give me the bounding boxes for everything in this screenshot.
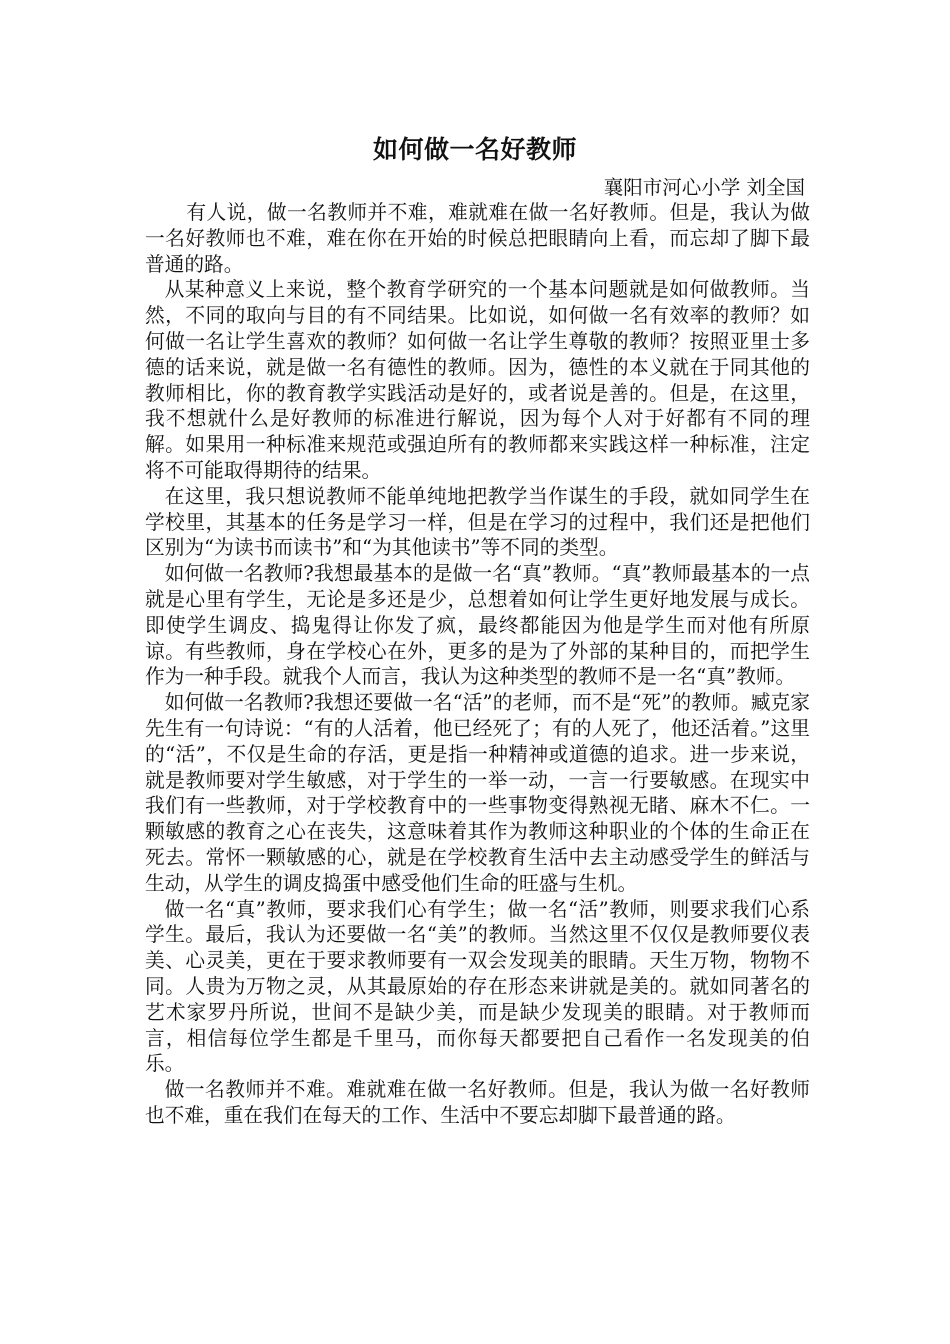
author-line: 襄阳市河心小学 刘全国 [603,176,805,199]
document-title: 如何做一名好教师 [372,135,577,164]
paragraph: 从某种意义上来说，整个教育学研究的一个基本问题就是如何做教师。当然，不同的取向与目的有不同结果。比如说，如何做一名有效率的教师？如何做一名让学生喜欢的教师？如何做一名让学生尊敬的教师？按照亚里士多德的话来说，就是做一名有德性的教师。因为，德性的本义就在于同其他的教师相比，你的教育教学实践活动是好的，或者说是善的。但是，在这里，我不想就什么是好教师的标准进行解说，因为每个人对于好都有不同的理解。如果用一种标准来规范或强迫所有的教师都来实践这样一种标准，注定将不可能取得期待的结果。 [145,278,810,482]
document-body [145,200,810,1129]
paragraph: 做一名“真”教师，要求我们心有学生；做一名“活”教师，则要求我们心系学生。最后，我认为还要做一名“美”的教师。当然这里不仅仅是教师要仪表美、心灵美，更在于要求教师要有一双会发现美的眼睛。天生万物，物物不同。人贵为万物之灵，从其最原始的存在形态来讲就是美的。就如同著名的艺术家罗丹所说，世间不是缺少美，而是缺少发现美的眼睛。对于教师而言，相信每位学生都是千里马，而你每天都要把自己看作一名发现美的伯乐。 [145,897,810,1076]
paragraph: 做一名教师并不难。难就难在做一名好教师。但是，我认为做一名好教师也不难，重在我们在每天的工作、生活中不要忘却脚下最普通的路。 [145,1078,810,1127]
paragraph: 如何做一名教师?我想最基本的是做一名“真”教师。“真”教师最基本的一点就是心里有学生，无论是多还是少，总想着如何让学生更好地发展与成长。即使学生调皮、捣鬼得让你发了疯，最终都能因为他是学生而对他有所原谅。有些教师，身在学校心在外，更多的是为了外部的某种目的，而把学生作为一种手段。就我个人而言，我认为这种类型的教师不是一名“真”教师。 [145,562,810,689]
paragraph: 在这里，我只想说教师不能单纯地把教学当作谋生的手段，就如同学生在学校里，其基本的任务是学习一样，但是在学习的过程中，我们还是把他们区别为“为读书而读书”和“为其他读书”等不同的类型。 [145,484,810,560]
paragraph: 如何做一名教师?我想还要做一名“活”的老师，而不是“死”的教师。臧克家先生有一句诗说：“有的人活着，他已经死了；有的人死了，他还活着。”这里的“活”，不仅是生命的存活，更是指一种精神或道德的追求。进一步来说，就是教师要对学生敏感，对于学生的一举一动，一言一行要敏感。在现实中我们有一些教师，对于学校教育中的一些事物变得熟视无睹、麻木不仁。一颗敏感的教育之心在丧失，这意味着其作为教师这种职业的个体的生命正在死去。常怀一颗敏感的心，就是在学校教育生活中去主动感受学生的鲜活与生动，从学生的调皮捣蛋中感受他们生命的旺盛与生机。 [145,691,810,895]
paragraph: 有人说，做一名教师并不难，难就难在做一名好教师。但是，我认为做一名好教师也不难，难在你在开始的时候总把眼睛向上看，而忘却了脚下最普通的路。 [145,201,810,276]
